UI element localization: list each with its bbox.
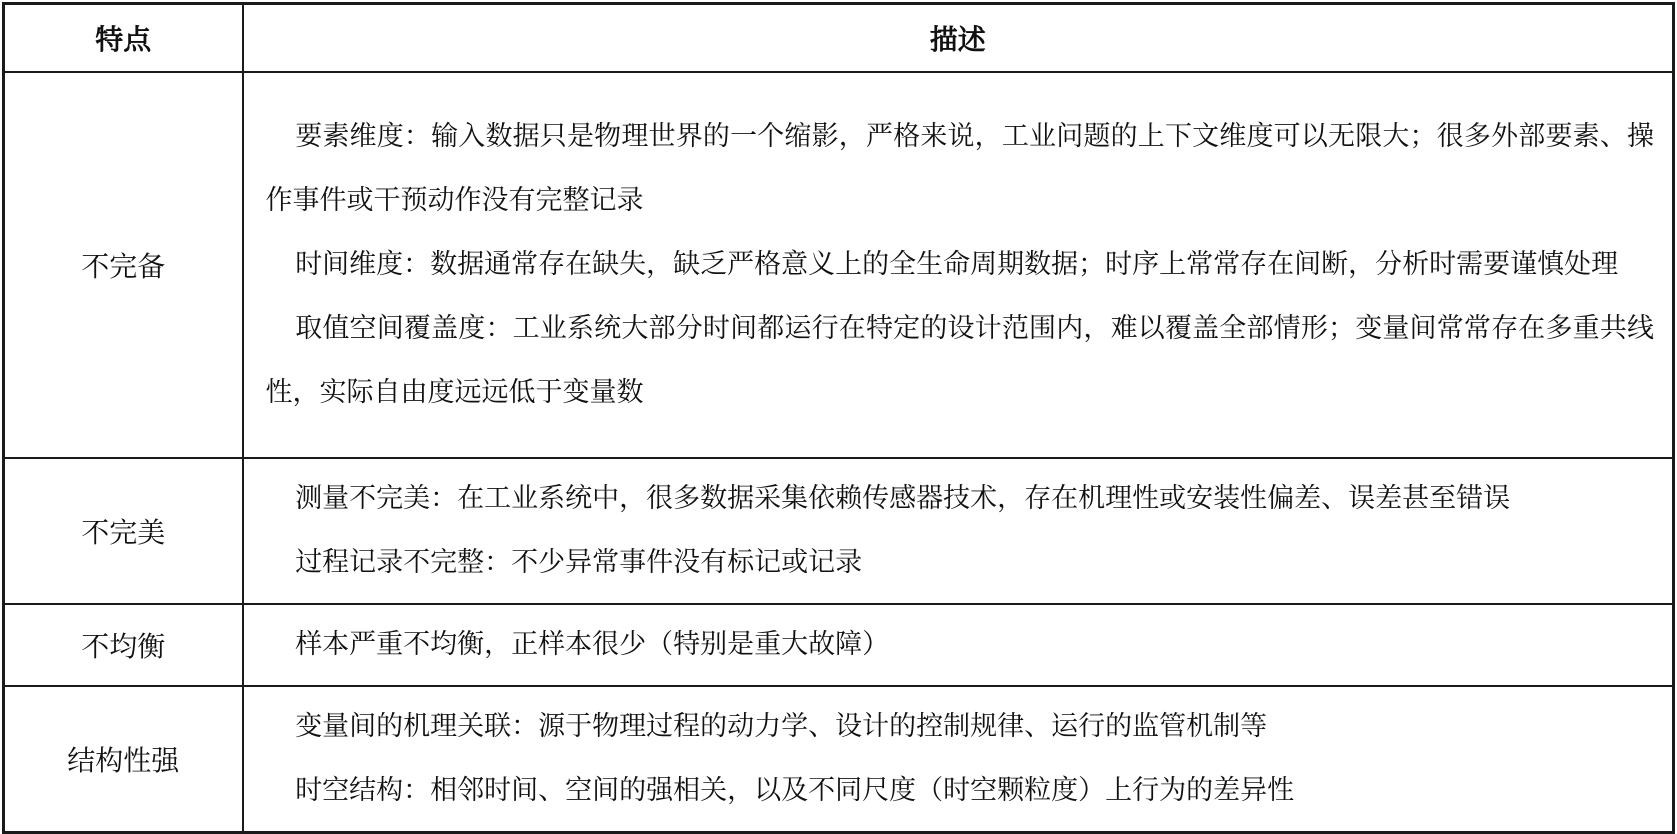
- feature-cell: 不完备: [4, 72, 243, 458]
- header-feature: 特点: [4, 4, 243, 73]
- description-cell: [243, 458, 1674, 604]
- description-paragraph: 时间维度：数据通常存在缺失，缺乏严格意义上的全生命周期数据；时序上常常存在间断，分析时需要谨慎处理: [295, 249, 1619, 280]
- description-paragraph: 过程记录不完整：不少异常事件没有标记或记录: [295, 547, 863, 578]
- feature-cell: 结构性强: [4, 686, 243, 833]
- feature-cell: 不完美: [4, 458, 243, 604]
- table-row: [4, 686, 1674, 833]
- description-cell: [243, 604, 1674, 686]
- table-header-row: [4, 4, 1674, 73]
- table-row: [4, 72, 1674, 458]
- data-characteristics-table: [2, 2, 1675, 806]
- description-cell: [243, 72, 1674, 458]
- description-cell: [243, 686, 1674, 833]
- description-paragraph: 要素维度：输入数据只是物理世界的一个缩影，严格来说，工业问题的上下文维度可以无限大；很多外部要素、操作事件或干预动作没有完整记录: [265, 121, 1654, 216]
- feature-cell: 不均衡: [4, 604, 243, 686]
- table-row: [4, 604, 1674, 686]
- table: [2, 2, 1675, 834]
- description-paragraph: 时空结构：相邻时间、空间的强相关，以及不同尺度（时空颗粒度）上行为的差异性: [295, 775, 1295, 806]
- description-paragraph: 变量间的机理关联：源于物理过程的动力学、设计的控制规律、运行的监管机制等: [295, 711, 1268, 742]
- description-paragraph: 取值空间覆盖度：工业系统大部分时间都运行在特定的设计范围内，难以覆盖全部情形；变量间常常存在多重共线性，实际自由度远远低于变量数: [265, 313, 1654, 408]
- description-paragraph: 测量不完美：在工业系统中，很多数据采集依赖传感器技术，存在机理性或安装性偏差、误差甚至错误: [295, 483, 1511, 514]
- table-row: [4, 458, 1674, 604]
- description-paragraph: 样本严重不均衡，正样本很少（特别是重大故障）: [295, 629, 890, 660]
- header-description: 描述: [243, 4, 1674, 73]
